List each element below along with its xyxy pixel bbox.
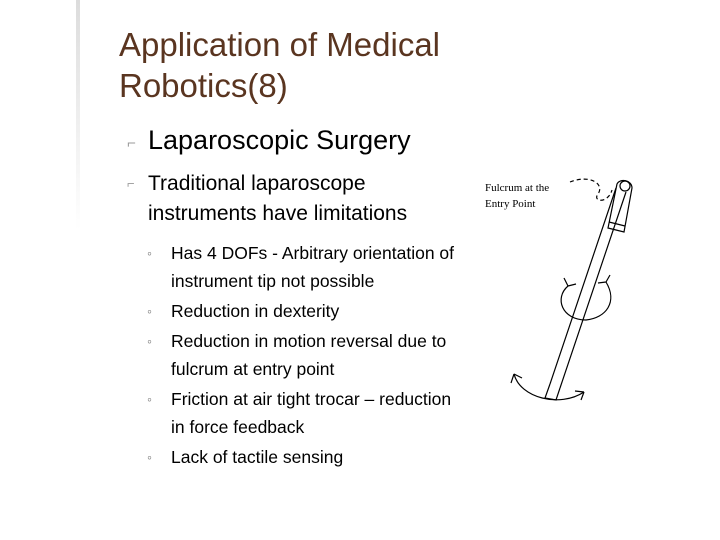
fulcrum-label: [485, 180, 549, 212]
slide-title-line-1: Application of Medical: [119, 26, 441, 63]
limitations-list: [127, 239, 457, 471]
bullet-text: Laparoscopic Surgery: [148, 125, 411, 155]
list-item: ◦ Reduction in motion reversal due to fulcrum at entry point: [171, 327, 457, 383]
bullet-marker-icon: ⌐: [127, 176, 135, 191]
circle-bullet-icon: ◦: [147, 303, 152, 319]
bullet-marker-icon: ⌐: [127, 135, 136, 152]
fulcrum-label-line-1: Fulcrum at the: [485, 182, 550, 194]
list-item: ◦ Lack of tactile sensing: [171, 443, 457, 471]
bullet-traditional-laparoscope: [127, 169, 457, 229]
circle-bullet-icon: ◦: [147, 391, 152, 407]
slide-content: [127, 124, 457, 473]
bullet-text: Traditional laparoscope instruments have limitations: [148, 172, 408, 225]
slide-frame-decoration: [0, 0, 82, 540]
fulcrum-label-line-2: Entry Point: [485, 198, 536, 210]
slide-title: [119, 24, 440, 106]
bullet-laparoscopic-surgery: [127, 124, 457, 157]
list-item: ◦ Friction at air tight trocar – reduction in force feedback: [171, 385, 457, 441]
slide-title-line-2: Robotics(8): [119, 67, 288, 104]
circle-bullet-icon: ◦: [147, 333, 152, 349]
circle-bullet-icon: ◦: [147, 449, 152, 465]
list-item: ◦ Has 4 DOFs - Arbitrary orientation of instrument tip not possible: [171, 239, 457, 295]
list-item: ◦ Reduction in dexterity: [171, 297, 457, 325]
circle-bullet-icon: ◦: [147, 245, 152, 261]
